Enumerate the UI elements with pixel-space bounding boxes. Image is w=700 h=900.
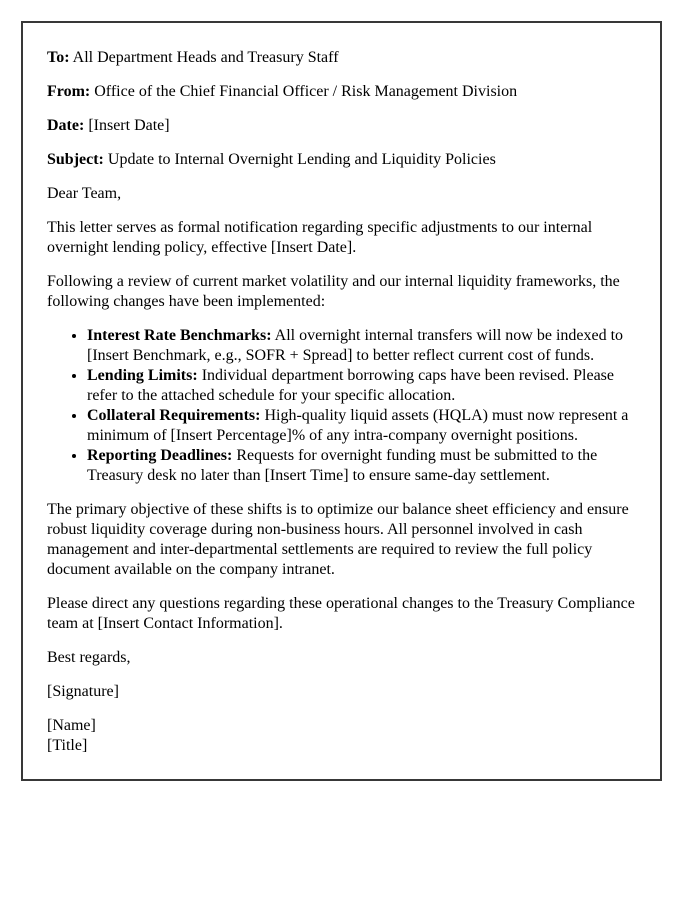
bullet-text: Individual department borrowing caps have been revised. Please refer to the attached schedule for your specific allocation. xyxy=(87,367,614,404)
salutation: Dear Team, xyxy=(47,185,122,202)
name-placeholder: [Name] xyxy=(47,717,96,734)
bullet-item-reporting-deadlines xyxy=(87,446,636,486)
closing-regards: Best regards, xyxy=(47,649,131,666)
meta-line-from xyxy=(47,82,636,102)
from-value: Office of the Chief Financial Officer / Risk Management Division xyxy=(90,83,518,100)
bullet-text: All overnight internal transfers will now be indexed to [Insert Benchmark, e.g., SOFR + Spread] to better reflect current cost of funds. xyxy=(87,327,624,364)
bullet-item-collateral-requirements xyxy=(87,406,636,446)
date-label: Date: xyxy=(47,117,85,134)
subject-value: Update to Internal Overnight Lending and Liquidity Policies xyxy=(103,151,496,168)
paragraph-intro: This letter serves as formal notification regarding specific adjustments to our internal overnight lending policy, effective [Insert Date]. xyxy=(47,219,593,256)
signature-placeholder: [Signature] xyxy=(47,683,119,700)
letter-card xyxy=(21,21,662,781)
title-placeholder: [Title] xyxy=(47,737,88,754)
meta-line-to xyxy=(47,48,636,68)
bullet-label: Interest Rate Benchmarks: xyxy=(87,327,272,344)
paragraph-review: Following a review of current market volatility and our internal liquidity frameworks, the following changes have been implemented: xyxy=(47,273,620,310)
to-value: All Department Heads and Treasury Staff xyxy=(69,49,339,66)
bullet-item-lending-limits xyxy=(87,366,636,406)
meta-line-date xyxy=(47,116,636,136)
bullet-item-interest-rate-benchmarks xyxy=(87,326,636,366)
date-value: [Insert Date] xyxy=(84,117,170,134)
paragraph-objective: The primary objective of these shifts is to optimize our balance sheet efficiency and ensure robust liquidity coverage during non-business hours. All personnel involved in cash management and inter-departmental settlements are required to review the full policy document available on the company intranet. xyxy=(47,501,629,578)
signoff-block xyxy=(47,716,636,756)
bullet-label: Lending Limits: xyxy=(87,367,198,384)
paragraph-questions: Please direct any questions regarding these operational changes to the Treasury Compliance team at [Insert Contact Information]. xyxy=(47,595,635,632)
policy-bullet-list xyxy=(47,326,636,486)
meta-line-subject xyxy=(47,150,636,170)
bullet-text: Requests for overnight funding must be submitted to the Treasury desk no later than [Insert Time] to ensure same-day settlement. xyxy=(87,447,598,484)
to-label: To: xyxy=(47,49,70,66)
bullet-text: High-quality liquid assets (HQLA) must now represent a minimum of [Insert Percentage]% of any intra-company overnight positions. xyxy=(87,407,629,444)
from-label: From: xyxy=(47,83,91,100)
subject-label: Subject: xyxy=(47,151,104,168)
bullet-label: Reporting Deadlines: xyxy=(87,447,233,464)
bullet-label: Collateral Requirements: xyxy=(87,407,261,424)
